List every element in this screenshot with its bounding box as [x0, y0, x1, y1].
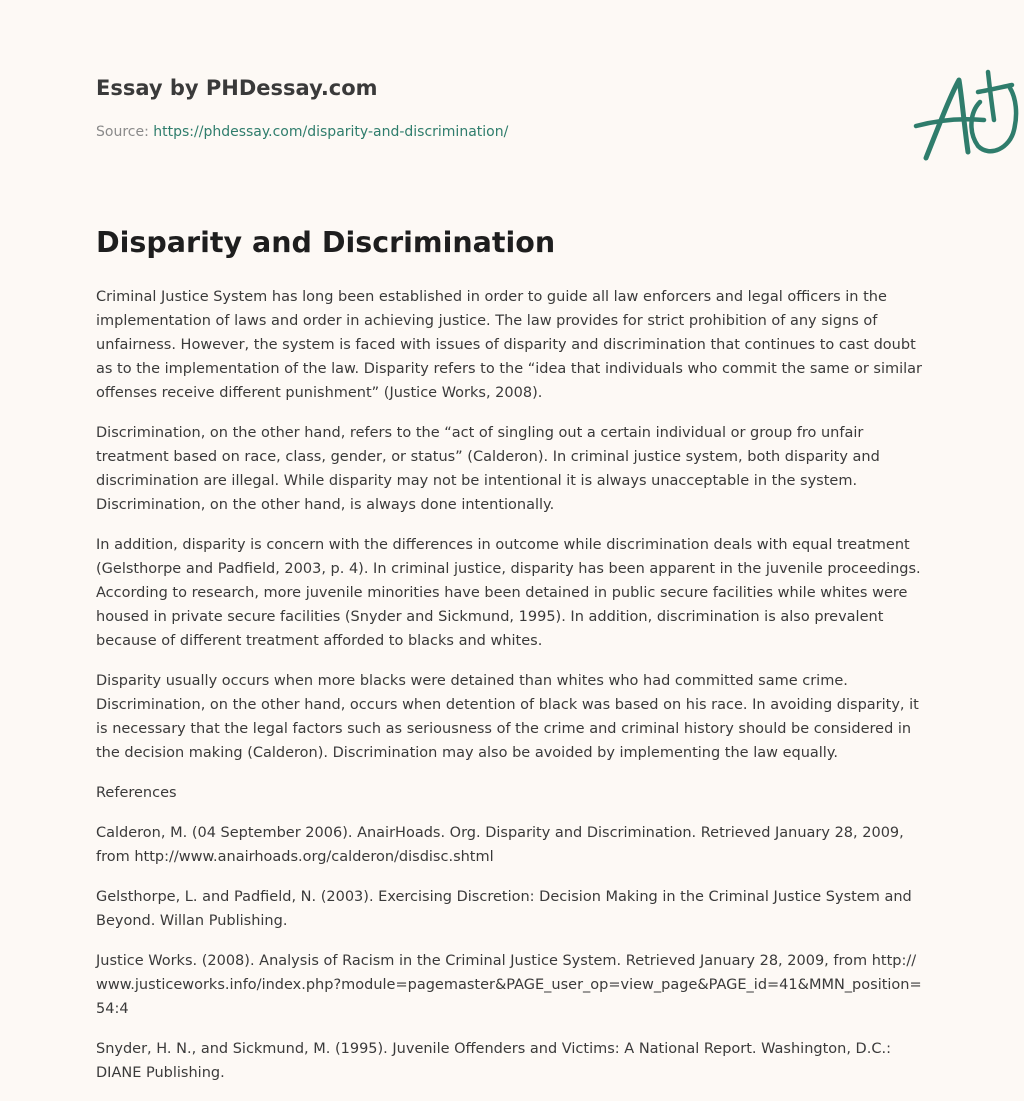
- paragraph: Discrimination, on the other hand, refers to the “act of singling out a certain individual or group fro unfair treatment based on race, class, gender, or status” (Calderon). In criminal justice system, both disparity and discrimination are illegal. While disparity may not be intentional it is always unacceptable in the system. Discrimination, on the other hand, is always done intentionally.: [96, 425, 880, 513]
- source-link[interactable]: https://phdessay.com/disparity-and-discrimination/: [153, 124, 509, 140]
- paragraph: Disparity usually occurs when more blacks were detained than whites who had committed same crime. Discrimination, on the other hand, occurs when detention of black was based on his race. In avoiding disparity, it is necessary that the legal factors such as seriousness of the crime and criminal history should be considered in the decision making (Calderon). Discrimination may also be avoided by implementing the law equally.: [96, 673, 919, 761]
- source-line: [96, 124, 508, 140]
- reference-item: Gelsthorpe, L. and Padfield, N. (2003). Exercising Discretion: Decision Making in the Criminal Justice System and Beyond. Willan Publishing.: [96, 889, 912, 929]
- reference-item: Justice Works. (2008). Analysis of Racism in the Criminal Justice System. Retrieved January 28, 2009, from http://www.justiceworks.info/index.php?module=pagemaster&PAGE_user_op=view_page&PAGE_id=41&MMN_position=54:4: [96, 953, 922, 1017]
- paragraph: In addition, disparity is concern with the differences in outcome while discrimination deals with equal treatment (Gelsthorpe and Padfield, 2003, p. 4). In criminal justice, disparity has been apparent in the juvenile proceedings. According to research, more juvenile minorities have been detained in public secure facilities while whites were housed in private secure facilities (Snyder and Sickmund, 1995). In addition, discrimination is also prevalent because of different treatment afforded to blacks and whites.: [96, 537, 921, 649]
- essay-title: Disparity and Discrimination: [96, 226, 556, 259]
- reference-item: Calderon, M. (04 September 2006). AnairHoads. Org. Disparity and Discrimination. Retrieved January 28, 2009, from http://www.anairhoads.org/calderon/disdisc.shtml: [96, 825, 904, 865]
- a-plus-logo-icon: [912, 68, 1024, 164]
- paragraph: Criminal Justice System has long been established in order to guide all law enforcers and legal officers in the implementation of laws and order in achieving justice. The law provides for strict prohibition of any signs of unfairness. However, the system is faced with issues of disparity and discrimination that continues to cast doubt as to the implementation of the law. Disparity refers to the “idea that individuals who commit the same or similar offenses receive different punishment” (Justice Works, 2008).: [96, 289, 923, 401]
- references-heading: References: [96, 785, 177, 801]
- essay-body: [96, 285, 928, 1101]
- site-title: Essay by PHDessay.com: [96, 76, 378, 100]
- reference-item: Snyder, H. N., and Sickmund, M. (1995). Juvenile Offenders and Victims: A National Report. Washington, D.C.: DIANE Publishing.: [96, 1041, 891, 1081]
- source-label: Source:: [96, 124, 149, 140]
